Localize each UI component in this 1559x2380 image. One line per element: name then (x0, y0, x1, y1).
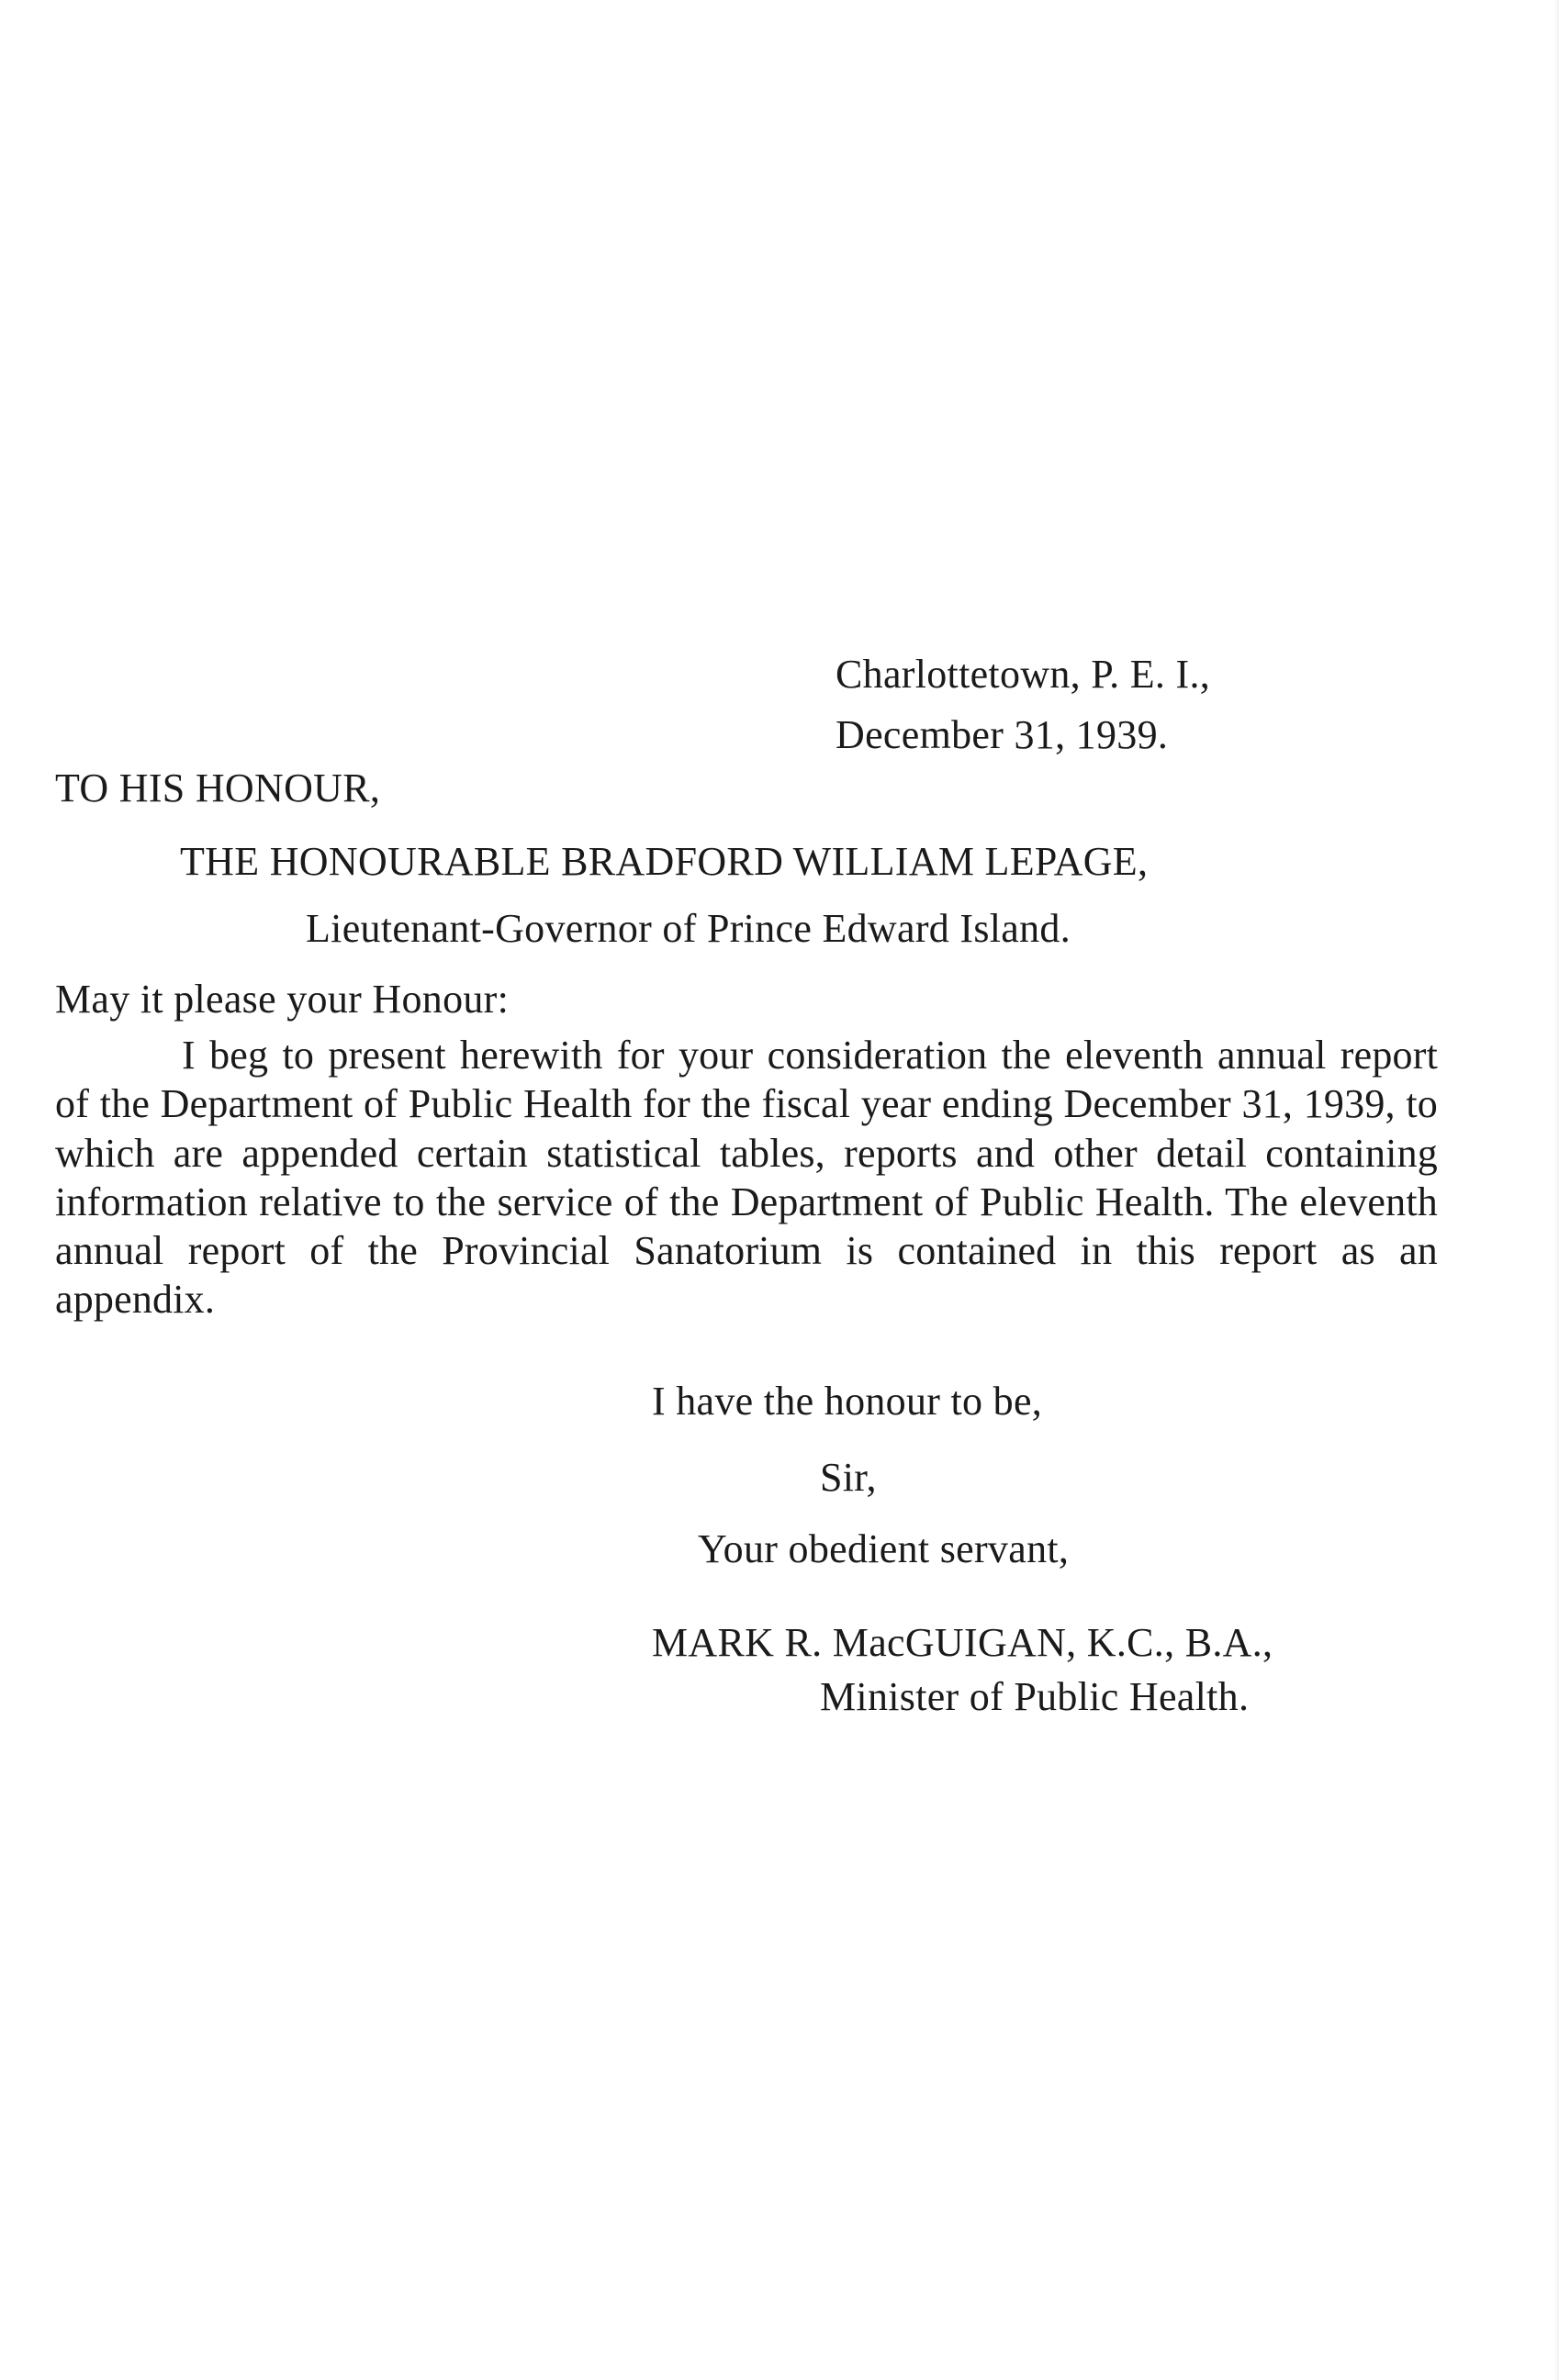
closing-line-2: Sir, (820, 1455, 877, 1500)
letter-body: I beg to present herewith for your consideration the eleventh annual report of the Department of Public Health for the fiscal year ending December 31, 1939, to which are appended certain statistical tables, reports and other detail containing information relative to the service of the Department of Public Health. The eleventh annual report of the Provincial Sanatorium is contained in this report as an appendix. (55, 1033, 1438, 1323)
date-line: December 31, 1939. (836, 712, 1169, 757)
signatory-title: Minister of Public Health. (820, 1674, 1250, 1719)
closing-line-3: Your obedient servant, (698, 1526, 1070, 1571)
closing-line-1: I have the honour to be, (652, 1379, 1043, 1424)
greeting: May it please your Honour: (55, 977, 510, 1022)
salutation-to: TO HIS HONOUR, (55, 765, 381, 810)
page-edge-shadow (1553, 0, 1559, 2380)
addressee-title: Lieutenant-Governor of Prince Edward Island. (306, 906, 1071, 951)
place-line: Charlottetown, P. E. I., (836, 652, 1211, 697)
addressee-name: THE HONOURABLE BRADFORD WILLIAM LEPAGE, (180, 839, 1149, 884)
signatory-name: MARK R. MacGUIGAN, K.C., B.A., (652, 1620, 1273, 1665)
